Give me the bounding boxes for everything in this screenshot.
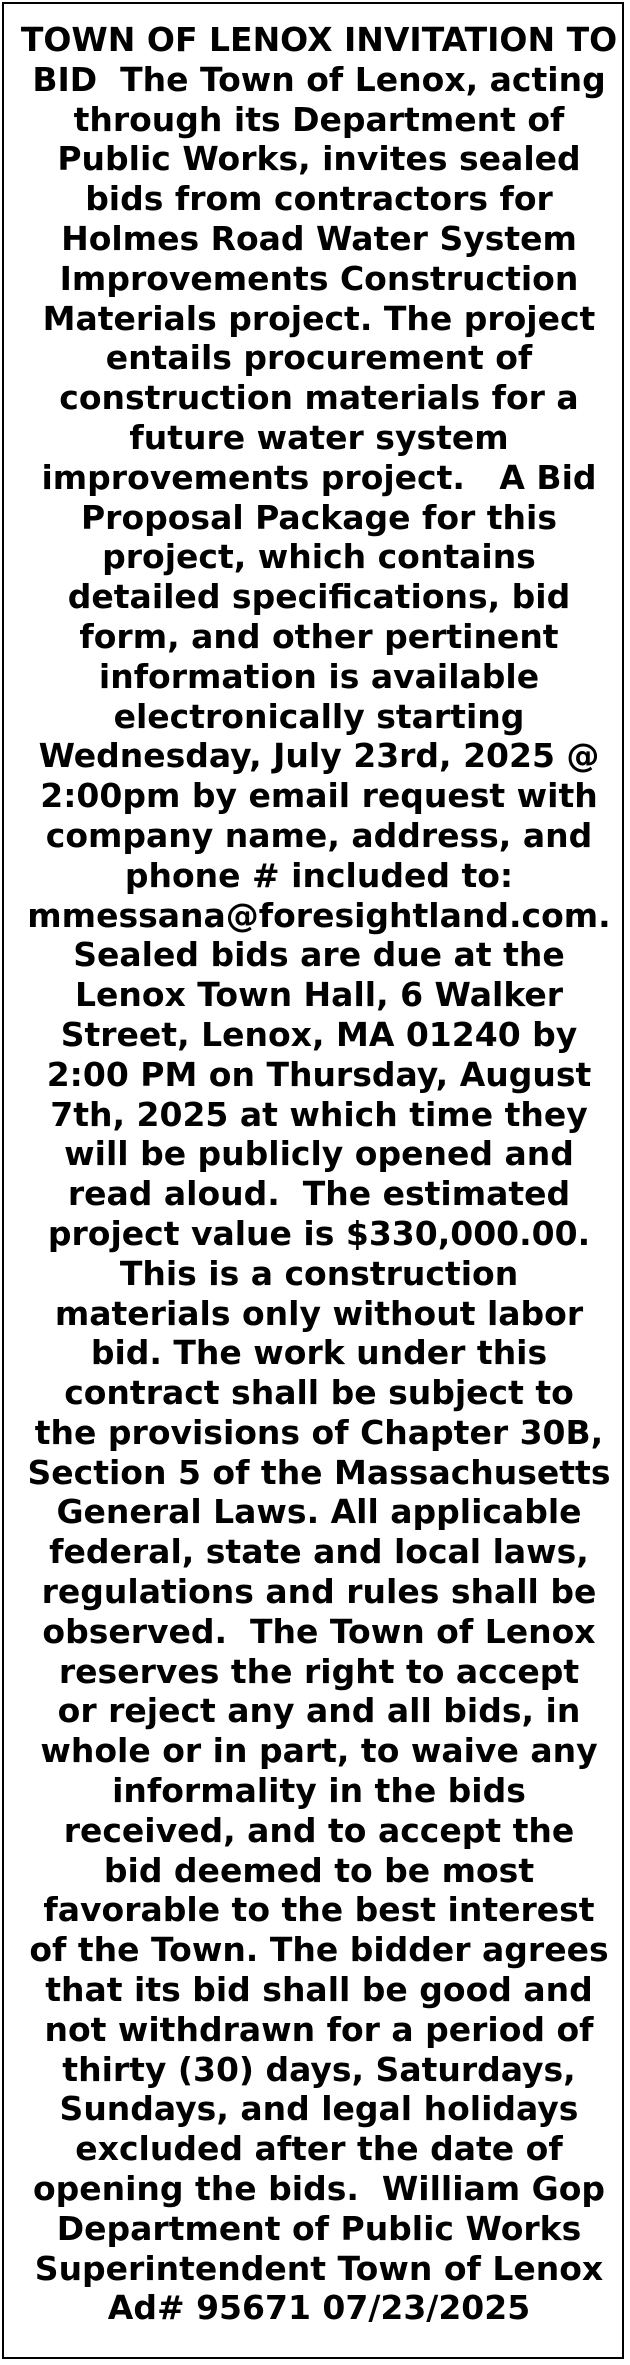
notice-line: observed. The Town of Lenox [42, 1611, 596, 1651]
notice-line: Lenox Town Hall, 6 Walker [74, 975, 564, 1015]
notice-line: form, and other pertinent [79, 616, 559, 656]
notice-line: Materials project. The project [42, 298, 596, 338]
notice-line: or reject any and all bids, in [57, 1691, 581, 1731]
notice-line: the provisions of Chapter 30B, [34, 1412, 604, 1452]
notice-line: through its Department of [73, 99, 565, 139]
ad-border [2, 2, 624, 2359]
notice-line: BID The Town of Lenox, acting [32, 59, 606, 99]
notice-line: whole or in part, to waive any [40, 1731, 598, 1771]
notice-line: bid deemed to be most [103, 1850, 535, 1890]
notice-line: This is a construction [119, 1253, 519, 1293]
notice-line: bids from contractors for [85, 179, 553, 219]
notice-line: information is available [98, 656, 540, 696]
notice-line: entails procurement of [105, 338, 533, 378]
notice-line: bid. The work under this [90, 1333, 548, 1373]
notice-line: improvements project. A Bid [41, 457, 597, 497]
notice-line: of the Town. The bidder agrees [29, 1930, 609, 1970]
notice-line: regulations and rules shall be [41, 1572, 597, 1612]
notice-line: Sundays, and legal holidays [59, 2089, 579, 2129]
notice-line: will be publicly opened and [64, 1134, 574, 1174]
notice-line: project value is $330,000.00. [47, 1213, 591, 1253]
notice-line: Sealed bids are due at the [73, 935, 565, 975]
notice-line: future water system [129, 417, 509, 457]
notice-line: contract shall be subject to [64, 1373, 574, 1413]
notice-line: Department of Public Works [56, 2208, 582, 2248]
notice-line: TOWN OF LENOX INVITATION TO [20, 20, 618, 59]
notice-line: opening the bids. William Gop [32, 2169, 606, 2209]
notice-line: materials only without labor [54, 1293, 584, 1333]
notice-line: Improvements Construction [59, 258, 579, 298]
notice-line: that its bid shall be good and [45, 1970, 593, 2010]
notice-line: Superintendent Town of Lenox [34, 2248, 604, 2288]
notice-line: mmessana@foresightland.com. [27, 895, 611, 935]
notice-line: Holmes Road Water System [61, 218, 577, 258]
notice-line: not withdrawn for a period of [44, 2009, 594, 2049]
notice-line: Proposal Package for this [81, 497, 557, 537]
notice-line: 2:00 PM on Thursday, August [46, 1054, 592, 1094]
notice-line: construction materials for a [59, 378, 579, 418]
notice-line: Public Works, invites sealed [57, 139, 581, 179]
legal-notice-text [14, 20, 624, 2328]
notice-line: favorable to the best interest [43, 1890, 595, 1930]
notice-line: informality in the bids [112, 1771, 526, 1811]
notice-line: Ad# 95671 07/23/2025 [107, 2288, 531, 2328]
notice-line: federal, state and local laws, [49, 1532, 589, 1572]
notice-line: phone # included to: [124, 855, 514, 895]
notice-line: received, and to accept the [63, 1810, 575, 1850]
notice-line: 2:00pm by email request with [40, 776, 598, 816]
notice-line: project, which contains [102, 537, 536, 577]
notice-line: Section 5 of the Massachusetts [27, 1452, 611, 1492]
notice-line: thirty (30) days, Saturdays, [62, 2049, 576, 2089]
notice-line: read aloud. The estimated [67, 1174, 571, 1214]
notice-line: detailed specifications, bid [67, 577, 571, 617]
notice-line: electronically starting [113, 696, 525, 736]
notice-line: excluded after the date of [75, 2129, 563, 2169]
notice-line: Street, Lenox, MA 01240 by [60, 1014, 578, 1054]
notice-line: company name, address, and [45, 815, 593, 855]
notice-line: Wednesday, July 23rd, 2025 @ [38, 736, 600, 776]
notice-line: 7th, 2025 at which time they [50, 1094, 588, 1134]
notice-line: reserves the right to accept [58, 1651, 580, 1691]
notice-line: General Laws. All applicable [56, 1492, 582, 1532]
